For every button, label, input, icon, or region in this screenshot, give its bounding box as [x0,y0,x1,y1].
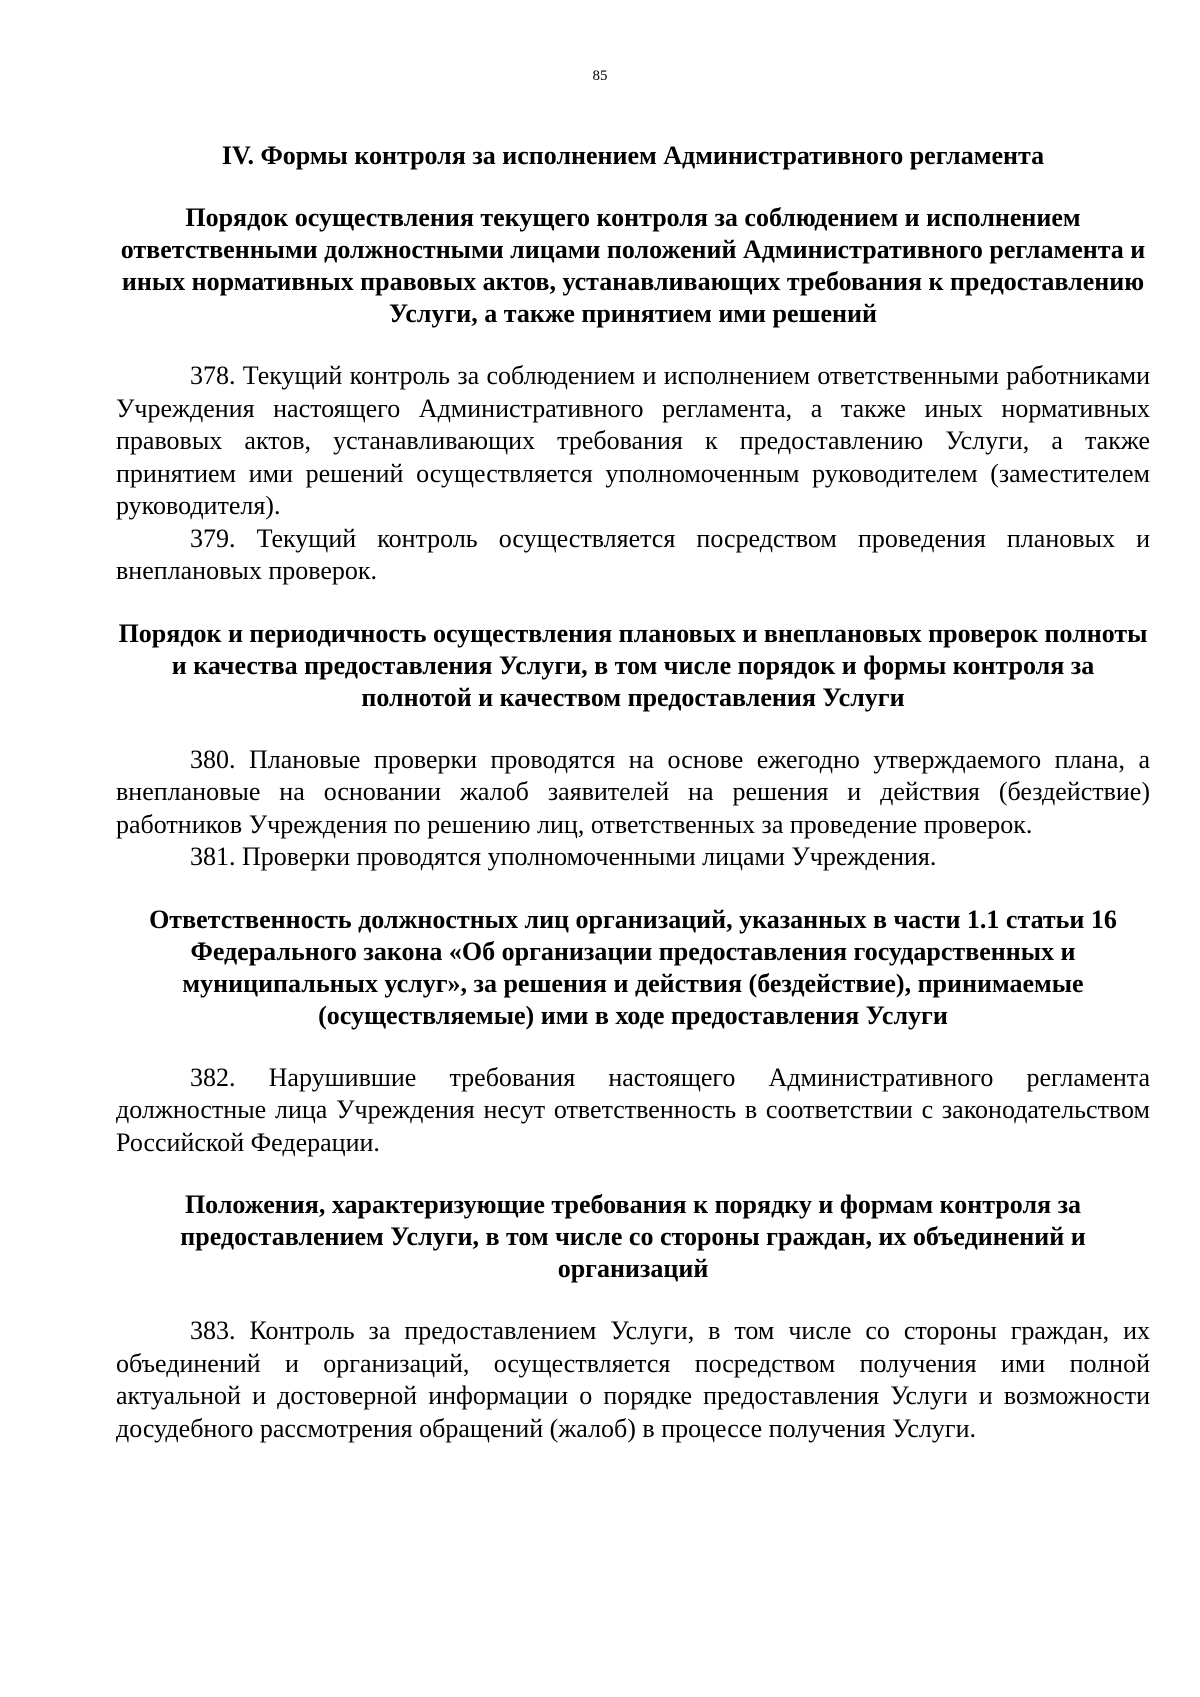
paragraph-382: 382. Нарушившие требования настоящего Административного регламента должностные лица Учреждения несут ответственность в соответствии с законодательством Российской Федерации. [116,1062,1150,1157]
section-heading: Положения, характеризующие требования к порядку и формам контроля за предоставлением Услуги, в том числе со стороны граждан, их объединений и организаций [180,1190,1086,1283]
chapter-title: IV. Формы контроля за исполнением Административного регламента [221,141,1045,170]
section-heading: Ответственность должностных лиц организаций, указанных в части 1.1 статьи 16 Федерального закона «Об организации предоставления государственных и муниципальных услуг», за решения и действия (бездействие), принимаемые (осуществляемые) ими в ходе предоставления Услуги [149,904,1117,1030]
section-inspections [116,618,1150,874]
page-number: 85 [592,68,608,84]
section-heading: Порядок осуществления текущего контроля за соблюдением и исполнением ответственными должностными лицами положений Административного регламента и иных нормативных правовых актов, устанавливающих требования к предоставлению Услуги, а также принятием ими решений [120,203,1146,328]
section-responsibility [116,904,1150,1160]
paragraph-379: 379. Текущий контроль осуществляется посредством проведения плановых и внеплановых проверок. [116,523,1150,585]
section-current-control [116,202,1150,588]
paragraph-380: 380. Плановые проверки проводятся на основе ежегодно утверждаемого плана, а внеплановые на основании жалоб заявителей на решения и действия (бездействие) работников Учреждения по решению лиц, ответственных за проведение проверок. [116,744,1150,839]
paragraph-383: 383. Контроль за предоставлением Услуги, в том числе со стороны граждан, их объединений и организаций, осуществляется посредством получения ими полной актуальной и достоверной информации о порядке предоставления Услуги и возможности досудебного рассмотрения обращений (жалоб) в процессе получения Услуги. [116,1316,1150,1443]
section-heading: Порядок и периодичность осуществления плановых и внеплановых проверок полноты и качества предоставления Услуги, в том числе порядок и формы контроля за полнотой и качеством предоставления Услуги [118,618,1148,712]
document-body [116,140,1150,1475]
paragraph-378: 378. Текущий контроль за соблюдением и исполнением ответственными работниками Учреждения настоящего Административного регламента, а также иных нормативных правовых актов, устанавливающих требования к предоставлению Услуги, а также принятием ими решений осуществляется уполномоченным руководителем (заместителем руководителя). [116,361,1150,520]
paragraph-381: 381. Проверки проводятся уполномоченными лицами Учреждения. [190,842,937,871]
section-citizen-control [116,1189,1150,1445]
